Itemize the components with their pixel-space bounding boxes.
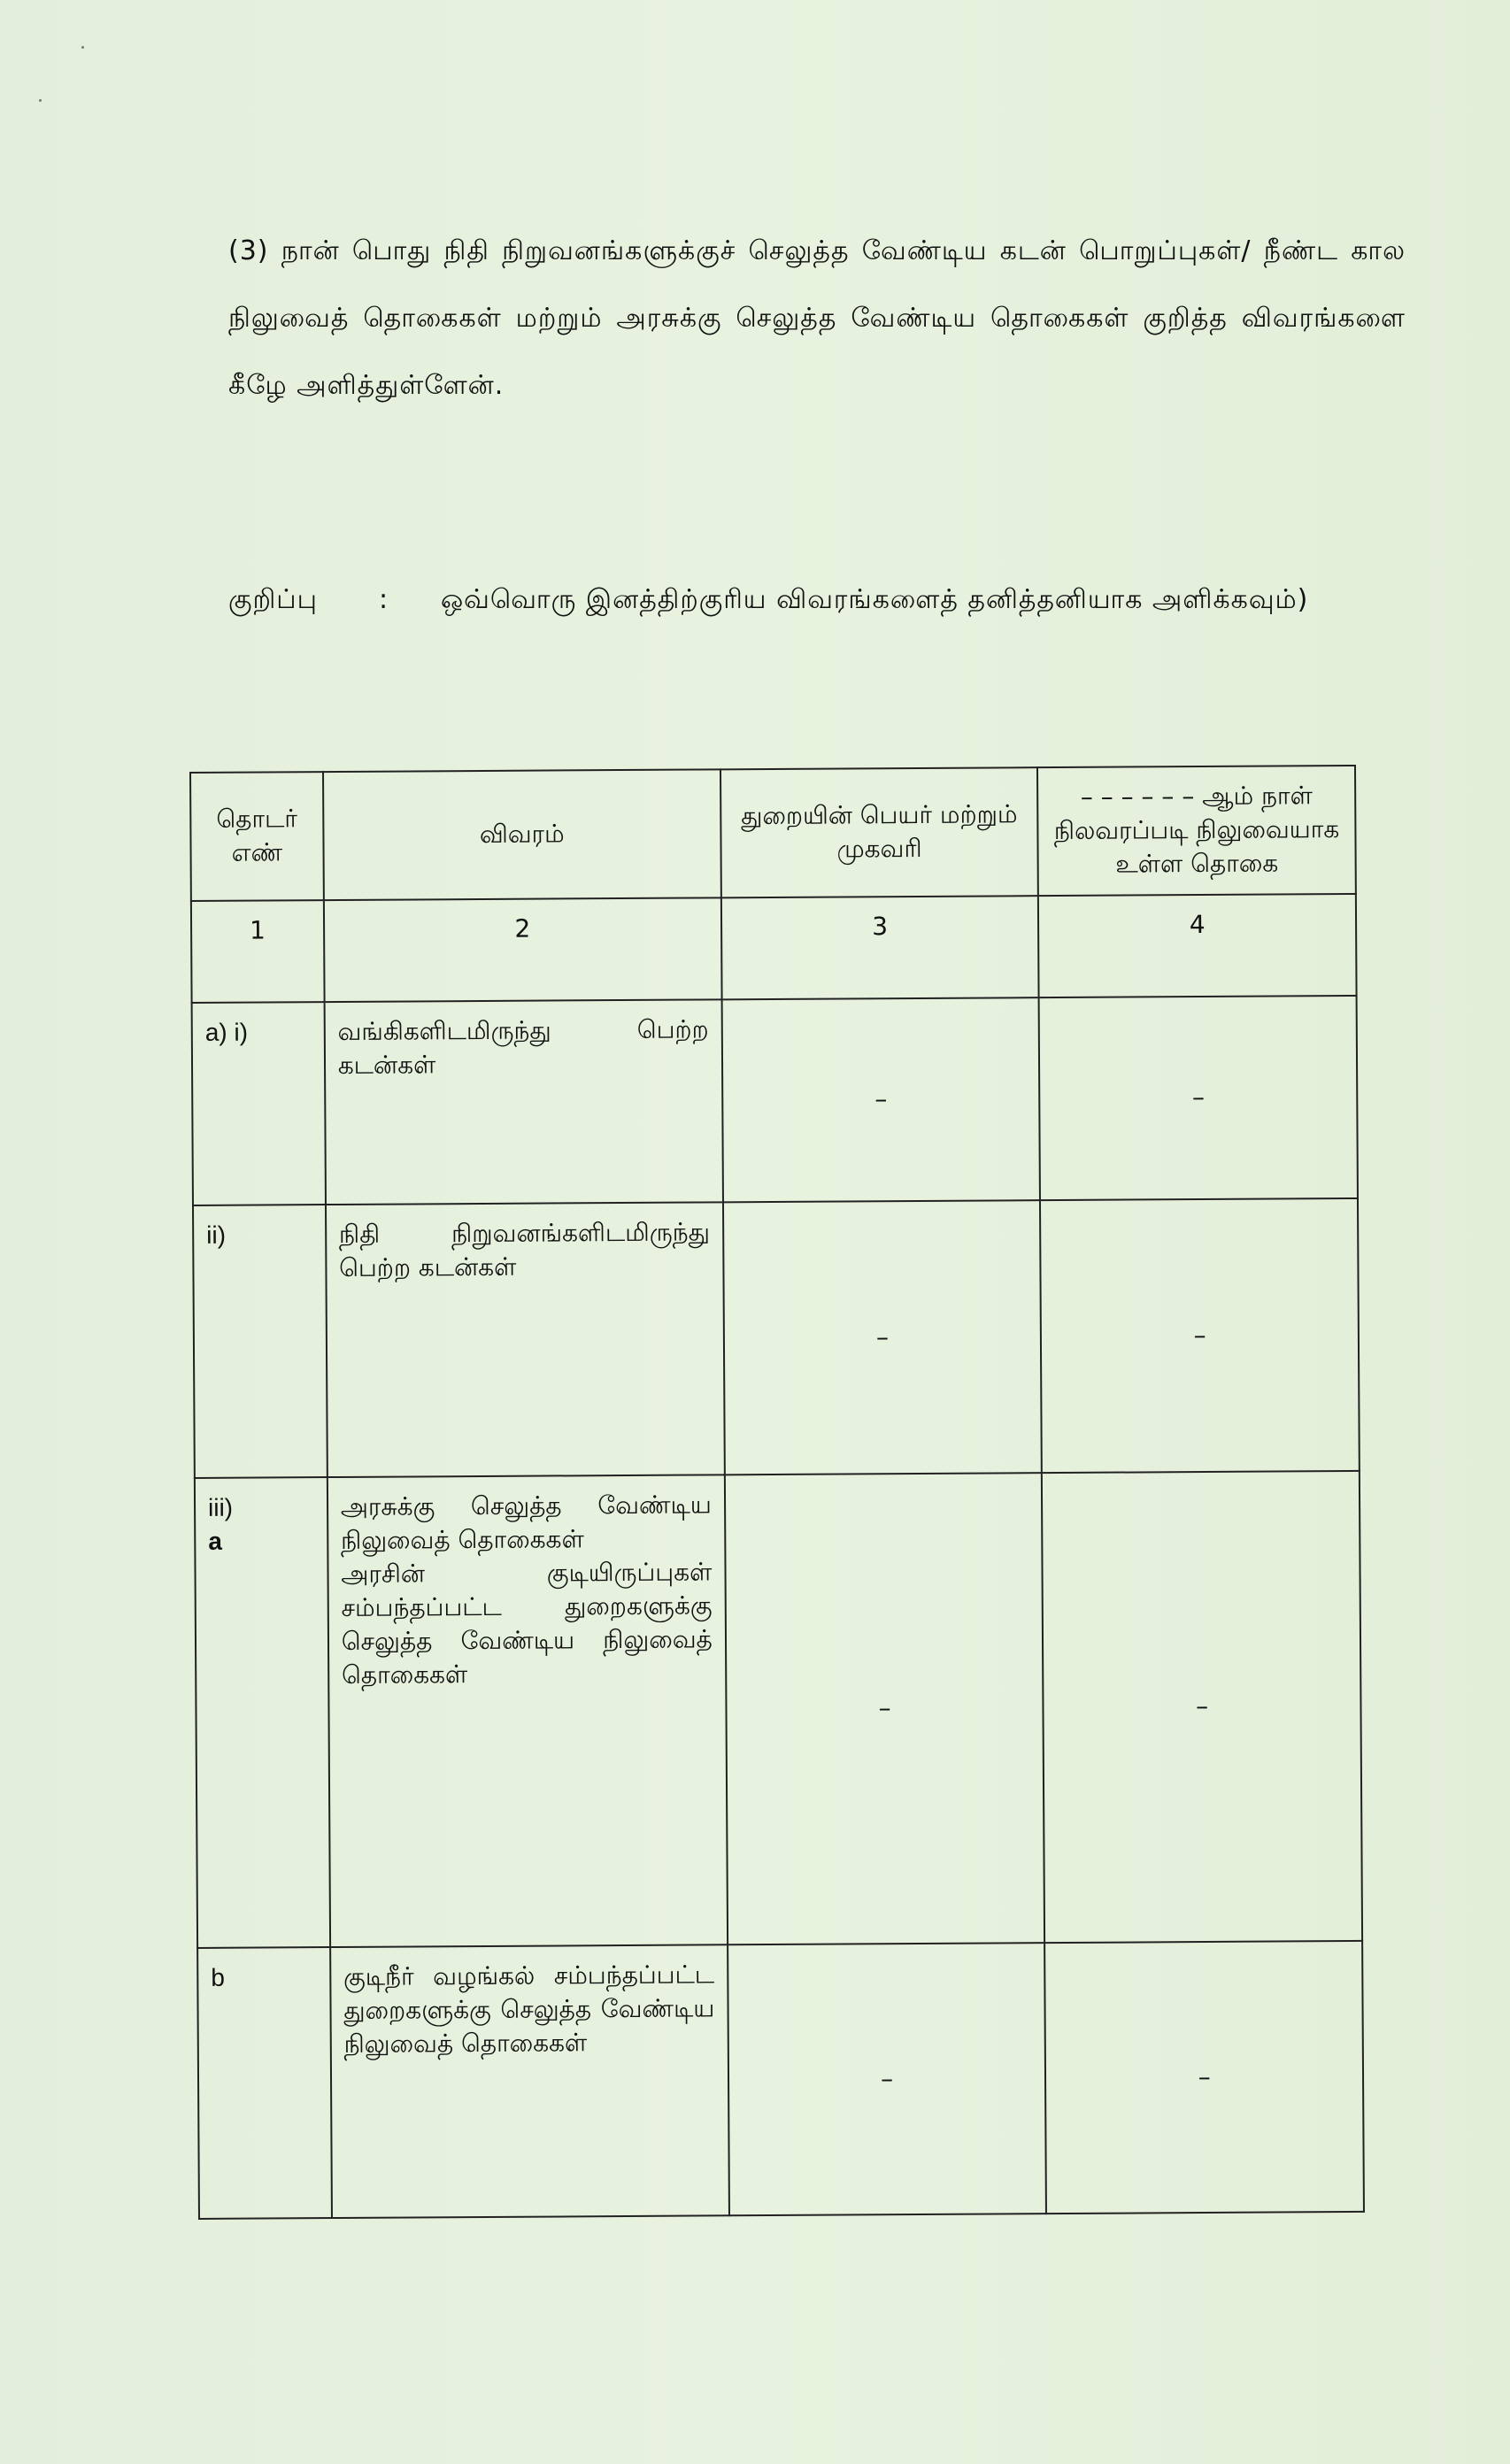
row-serial: iii) (207, 1493, 234, 1521)
row-serial-cell (195, 1477, 330, 1948)
row-sub-serial: a (208, 1527, 222, 1555)
scan-speck (39, 99, 42, 102)
row-amount: – (1042, 1471, 1362, 1943)
row-details: அரசின் குடியிருப்புகள் சம்பந்தப்பட்ட துறைகளுக்கு செலுத்த வேண்டிய நிலுவைத் தொகைகள் (341, 1557, 713, 1690)
scan-speck (81, 46, 84, 49)
note-paragraph (228, 566, 1406, 634)
row-details-heading: அரசுக்கு செலுத்த வேண்டிய நிலுவைத் தொகைகள் (340, 1490, 712, 1555)
row-amount: – (1040, 1198, 1360, 1473)
header-details: விவரம் (323, 769, 721, 900)
row-department: – (725, 1473, 1045, 1944)
row-department: – (728, 1943, 1046, 2215)
row-details: குடிநீர் வழங்கல் சம்பந்தப்பட்ட துறைகளுக்கு செலுத்த வேண்டிய நிலுவைத் தொகைகள் (330, 1944, 729, 2218)
table-row (195, 1471, 1362, 1948)
row-serial: b (197, 1947, 332, 2219)
row-details: வங்கிகளிடமிருந்து பெற்ற கடன்கள் (324, 999, 722, 1205)
table-row (193, 1198, 1360, 1478)
column-number: 3 (721, 896, 1039, 999)
intro-paragraph: (3) நான் பொது நிதி நிறுவனங்களுக்குச் செலுத்த வேண்டிய கடன் பொறுப்புகள்/ நீண்ட கால நிலுவைத் தொகைகள் மற்றும் அரசுக்கு செலுத்த வேண்டிய தொகைகள் குறித்த விவரங்களை கீழே அளித்துள்ளேன். (228, 235, 1406, 401)
row-amount: – (1039, 996, 1358, 1201)
table-header-row (190, 766, 1356, 901)
column-number: 1 (191, 900, 324, 1003)
row-details: நிதி நிறுவனங்களிடமிருந்து பெற்ற கடன்கள் (326, 1202, 725, 1477)
row-serial: a) i) (192, 1002, 326, 1205)
row-amount: – (1044, 1941, 1364, 2214)
note-text: ஒவ்வொரு இனத்திற்குரிய விவரங்களைத் தனித்தனியாக அளிக்கவும்) (441, 584, 1309, 615)
row-department: – (721, 997, 1040, 1203)
header-serial: தொடர் எண் (190, 772, 324, 901)
column-number-row (191, 894, 1357, 1003)
note-colon: : (379, 584, 389, 615)
column-number: 2 (324, 897, 722, 1001)
header-amount: – – – – – – ஆம் நாள் நிலவரப்படி நிலுவையாக உள்ள தொகை (1037, 766, 1356, 896)
table-row (197, 1941, 1364, 2219)
note-label: குறிப்பு (228, 584, 318, 615)
table-row (192, 996, 1358, 1205)
liabilities-table (189, 765, 1365, 2220)
row-department: – (723, 1200, 1042, 1475)
row-details-cell (327, 1475, 728, 1947)
row-serial: ii) (193, 1205, 327, 1478)
column-number: 4 (1038, 894, 1356, 997)
header-department: துறையின் பெயர் மற்றும் முகவரி (720, 767, 1038, 897)
